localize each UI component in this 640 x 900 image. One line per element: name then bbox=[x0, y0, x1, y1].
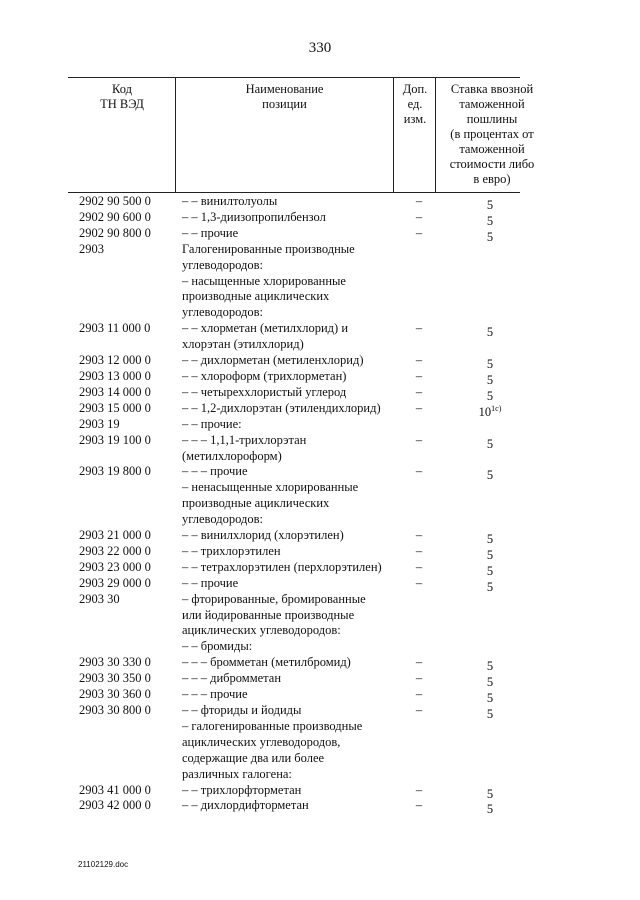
row-unit: – bbox=[415, 432, 423, 447]
row-unit: – bbox=[415, 798, 423, 813]
row-code: 2902 90 800 0 bbox=[79, 225, 151, 240]
table-row bbox=[0, 719, 640, 783]
row-unit: – bbox=[415, 225, 423, 240]
row-rate-value: 5 bbox=[486, 372, 494, 387]
header-divider-1 bbox=[175, 77, 176, 192]
row-name: – – дихлордифторметан bbox=[182, 798, 309, 813]
row-rate-footnote: 1с) bbox=[491, 403, 502, 413]
row-rate-value: 5 bbox=[486, 468, 494, 483]
row-rate-value: 5 bbox=[486, 198, 494, 212]
row-rate-value: 5 bbox=[486, 229, 494, 244]
row-name: – – – прочие bbox=[182, 687, 248, 702]
row-unit: – bbox=[415, 321, 423, 336]
row-code: 2903 22 000 0 bbox=[79, 543, 151, 558]
table-row bbox=[0, 687, 640, 706]
row-name: – – трихлорфторметан bbox=[182, 782, 302, 797]
header-name: Наименование позиции bbox=[245, 82, 324, 111]
header-rate: Ставка ввозной таможенной пошлины (в процентах от таможенной стоимости либо в евро) bbox=[449, 82, 535, 186]
row-code: 2903 11 000 0 bbox=[79, 321, 151, 336]
row-unit: – bbox=[415, 194, 423, 208]
row-name: – галогенированные производные ациклических углеводородов, содержащие два или более различных галогена: bbox=[182, 718, 363, 781]
row-unit: – bbox=[415, 384, 423, 399]
header-code: Код ТН ВЭД bbox=[100, 82, 144, 111]
row-unit: – bbox=[415, 575, 423, 590]
table-row bbox=[0, 417, 640, 433]
row-code: 2903 12 000 0 bbox=[79, 353, 151, 368]
table-row bbox=[0, 464, 640, 483]
row-name: – – 1,2-дихлорэтан (этилендихлорид) bbox=[182, 400, 381, 415]
row-code: 2903 19 bbox=[79, 416, 120, 431]
row-name: – фторированные, бромированные или йодированные производные ациклических углеводородов: bbox=[182, 591, 366, 638]
table-row bbox=[0, 369, 640, 385]
table-row bbox=[0, 783, 640, 799]
table-row bbox=[0, 576, 640, 592]
row-code: 2903 14 000 0 bbox=[79, 384, 151, 399]
row-rate-value: 5 bbox=[486, 579, 494, 594]
row-rate-value: 5 bbox=[486, 357, 494, 372]
row-rate bbox=[470, 321, 510, 341]
table-row bbox=[0, 242, 640, 274]
row-code: 2903 13 000 0 bbox=[79, 368, 151, 383]
row-code: 2902 90 500 0 bbox=[79, 194, 151, 208]
page-number: 330 bbox=[308, 40, 332, 56]
row-rate-value: 5 bbox=[486, 691, 494, 706]
table-row bbox=[0, 703, 640, 719]
row-code: 2903 30 800 0 bbox=[79, 703, 151, 717]
footer-filename: 21102129.doc bbox=[78, 860, 129, 869]
table-row bbox=[0, 798, 640, 817]
row-name: – – прочие: bbox=[182, 416, 242, 431]
row-code: 2903 23 000 0 bbox=[79, 559, 151, 574]
row-name: – – 1,3-диизопропилбензол bbox=[182, 209, 326, 224]
header-unit: Доп. ед. изм. bbox=[402, 82, 428, 126]
table-row bbox=[0, 480, 640, 528]
table-row bbox=[0, 671, 640, 690]
table-row bbox=[0, 560, 640, 576]
row-rate-value: 10 bbox=[478, 404, 492, 419]
row-code: 2903 30 350 0 bbox=[79, 671, 151, 686]
row-code: 2903 bbox=[79, 241, 104, 256]
table-row bbox=[0, 639, 640, 655]
row-unit: – bbox=[415, 703, 423, 717]
row-name: – – – прочие bbox=[182, 464, 248, 479]
row-code: 2903 29 000 0 bbox=[79, 575, 151, 590]
header-bottom-rule bbox=[68, 192, 520, 193]
row-unit: – bbox=[415, 400, 423, 415]
row-code: 2903 19 100 0 bbox=[79, 432, 151, 447]
table-row bbox=[0, 226, 640, 242]
table-row bbox=[0, 655, 640, 674]
row-name: – – – дибромметан bbox=[182, 671, 282, 686]
row-unit: – bbox=[415, 528, 423, 543]
row-rate-value: 5 bbox=[486, 436, 494, 451]
row-name: – – трихлорэтилен bbox=[182, 543, 281, 558]
row-name: – насыщенные хлорированные производные ациклических углеводородов: bbox=[182, 273, 346, 320]
row-rate bbox=[470, 798, 510, 818]
row-name: – – дихлорметан (метиленхлорид) bbox=[182, 353, 364, 368]
row-code: 2903 30 bbox=[79, 591, 120, 606]
row-rate-value: 5 bbox=[486, 802, 494, 817]
row-name: – – – 1,1,1-трихлорэтан (метилхлороформ) bbox=[182, 432, 307, 463]
tariff-table-body bbox=[0, 194, 640, 817]
row-name: – – бромиды: bbox=[182, 639, 253, 654]
table-row bbox=[0, 592, 640, 640]
row-name: – – – бромметан (метилбромид) bbox=[182, 655, 351, 670]
row-name: – – винилхлорид (хлорэтилен) bbox=[182, 528, 344, 543]
table-row bbox=[0, 401, 640, 417]
row-name: – – хлороформ (трихлорметан) bbox=[182, 368, 347, 383]
row-rate-value: 5 bbox=[486, 707, 494, 721]
row-rate-value: 5 bbox=[486, 563, 494, 578]
header-divider-2 bbox=[393, 77, 394, 192]
row-code: 2902 90 600 0 bbox=[79, 209, 151, 224]
row-unit: – bbox=[415, 353, 423, 368]
header-divider-3 bbox=[435, 77, 436, 192]
row-rate-value: 5 bbox=[486, 675, 494, 690]
row-code: 2903 15 000 0 bbox=[79, 400, 151, 415]
row-unit: – bbox=[415, 782, 423, 797]
row-name: – – фториды и йодиды bbox=[182, 703, 302, 717]
table-row bbox=[0, 528, 640, 547]
row-code: 2903 30 360 0 bbox=[79, 687, 151, 702]
row-name: – – прочие bbox=[182, 225, 239, 240]
row-name: – – четыреххлористый углерод bbox=[182, 384, 347, 399]
row-code: 2903 30 330 0 bbox=[79, 655, 151, 670]
row-unit: – bbox=[415, 209, 423, 224]
table-row bbox=[0, 274, 640, 322]
row-unit: – bbox=[415, 464, 423, 479]
row-unit: – bbox=[415, 559, 423, 574]
row-name: – – хлорметан (метилхлорид) и хлорэтан (этилхлорид) bbox=[182, 321, 349, 352]
row-name: – ненасыщенные хлорированные производные ациклических углеводородов: bbox=[182, 480, 359, 527]
row-unit: – bbox=[415, 687, 423, 702]
row-code: 2903 21 000 0 bbox=[79, 528, 151, 543]
row-rate-value: 5 bbox=[486, 213, 494, 228]
row-name: Галогенированные производные углеводородов: bbox=[182, 241, 355, 272]
row-name: – – прочие bbox=[182, 575, 239, 590]
table-row bbox=[0, 194, 640, 210]
row-rate-value: 5 bbox=[486, 547, 494, 562]
row-rate-value: 5 bbox=[486, 532, 494, 547]
row-rate-value: 5 bbox=[486, 659, 494, 674]
row-unit: – bbox=[415, 543, 423, 558]
row-name: – – тетрахлорэтилен (перхлорэтилен) bbox=[182, 559, 382, 574]
row-unit: – bbox=[415, 655, 423, 670]
row-unit: – bbox=[415, 368, 423, 383]
table-top-rule bbox=[68, 77, 520, 78]
table-row bbox=[0, 321, 640, 353]
table-row bbox=[0, 544, 640, 560]
row-rate-value: 5 bbox=[486, 325, 494, 340]
row-rate-value: 5 bbox=[486, 388, 494, 403]
row-code: 2903 42 000 0 bbox=[79, 798, 151, 813]
row-name: – – винилтолуолы bbox=[182, 194, 278, 208]
row-code: 2903 41 000 0 bbox=[79, 782, 151, 797]
table-row bbox=[0, 433, 640, 465]
row-rate bbox=[470, 433, 510, 453]
row-code: 2903 19 800 0 bbox=[79, 464, 151, 479]
row-rate-value: 5 bbox=[486, 786, 494, 801]
table-row bbox=[0, 210, 640, 226]
row-unit: – bbox=[415, 671, 423, 686]
table-row bbox=[0, 353, 640, 372]
table-row bbox=[0, 385, 640, 401]
